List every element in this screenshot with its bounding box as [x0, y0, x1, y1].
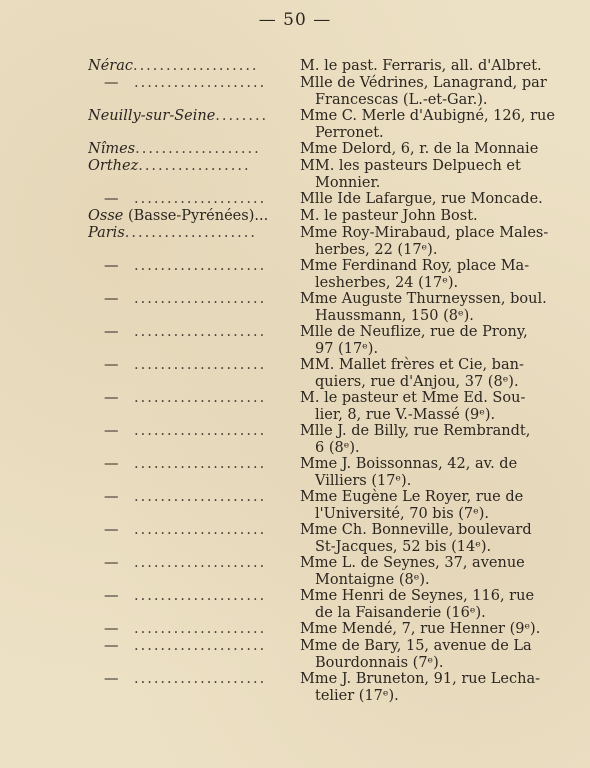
location-name: Neuilly-sur-Seine	[88, 108, 216, 124]
address-continuation: Montaigne (8ᵉ).	[315, 571, 430, 588]
ditto-dash: —	[104, 390, 119, 406]
address-line: Mme Ch. Bonneville, boulevard	[300, 522, 532, 538]
address-continuation: Haussmann, 150 (8ᵉ).	[315, 307, 474, 324]
ditto-dash: —	[104, 522, 119, 538]
address-text	[300, 75, 562, 108]
address-continuation: Villiers (17ᵉ).	[315, 472, 412, 489]
ditto-dash: —	[104, 423, 119, 439]
ditto-dash: —	[104, 456, 119, 472]
list-item	[0, 423, 590, 456]
location-label	[88, 141, 288, 158]
address-line: M. le past. Ferraris, all. d'Albret.	[300, 58, 542, 74]
address-line: Mlle Ide Lafargue, rue Moncade.	[300, 191, 543, 207]
address-line: Mlle de Neuflize, rue de Prony,	[300, 324, 528, 340]
address-text	[300, 324, 562, 357]
location-name: Nérac	[88, 58, 133, 74]
ditto-dash: —	[104, 671, 119, 687]
address-line: MM. Mallet frères et Cie, ban-	[300, 357, 524, 373]
list-item	[0, 390, 590, 423]
ditto-dash: —	[104, 588, 119, 604]
list-item	[0, 638, 590, 671]
address-text	[300, 638, 562, 671]
list-item	[0, 208, 590, 225]
location-label	[88, 225, 288, 242]
location-label	[88, 588, 288, 605]
location-label	[88, 258, 288, 275]
address-line: MM. les pasteurs Delpuech et	[300, 158, 521, 174]
page-number: — 50 —	[258, 10, 332, 30]
address-text	[300, 357, 562, 390]
leader-dots: ....................	[134, 456, 267, 472]
location-label	[88, 324, 288, 341]
address-text	[300, 58, 562, 75]
location-suffix: (Basse-Pyrénées)...	[127, 208, 269, 224]
address-line: Mme Ferdinand Roy, place Ma-	[300, 258, 530, 274]
location-label	[88, 357, 288, 374]
list-item	[0, 357, 590, 390]
ditto-dash: —	[104, 621, 119, 637]
leader-dots: ....................	[134, 324, 267, 340]
list-item	[0, 588, 590, 621]
location-label	[88, 291, 288, 308]
leader-dots: ....................	[134, 357, 267, 373]
location-label	[88, 158, 288, 175]
location-label	[88, 58, 288, 75]
address-continuation: Bourdonnais (7ᵉ).	[315, 654, 444, 671]
list-item	[0, 489, 590, 522]
ditto-dash: —	[104, 258, 119, 274]
ditto-dash: —	[104, 191, 119, 207]
ditto-dash: —	[104, 489, 119, 505]
address-continuation: quiers, rue d'Anjou, 37 (8ᵉ).	[315, 373, 519, 390]
leader-dots: ....................	[134, 555, 267, 571]
ditto-dash: —	[104, 75, 119, 91]
address-text	[300, 423, 562, 456]
leader-dots: ....................	[134, 489, 267, 505]
location-label	[88, 390, 288, 407]
address-continuation: lier, 8, rue V.-Massé (9ᵉ).	[315, 406, 496, 423]
list-item	[0, 671, 590, 704]
address-text	[300, 390, 562, 423]
leader-dots: ....................	[134, 638, 267, 654]
address-text	[300, 108, 562, 141]
address-line: Mme Delord, 6, r. de la Monnaie	[300, 141, 539, 157]
location-label	[88, 423, 288, 440]
address-line: M. le pasteur John Bost.	[300, 208, 478, 224]
list-item	[0, 191, 590, 208]
leader-dots: .................	[138, 158, 251, 174]
address-line: Mme J. Boissonnas, 42, av. de	[300, 456, 518, 472]
location-label	[88, 75, 288, 92]
leader-dots: ...................	[132, 58, 259, 74]
location-label	[88, 671, 288, 688]
address-list	[0, 58, 590, 704]
address-continuation: 97 (17ᵉ).	[315, 340, 379, 357]
location-label	[88, 555, 288, 572]
address-continuation: herbes, 22 (17ᵉ).	[315, 241, 438, 258]
list-item	[0, 58, 590, 75]
list-item	[0, 75, 590, 108]
address-text	[300, 621, 562, 638]
ditto-dash: —	[104, 324, 119, 340]
address-line: Mme Eugène Le Royer, rue de	[300, 489, 524, 505]
location-name: Paris	[88, 225, 125, 241]
leader-dots: ....................	[124, 225, 257, 241]
list-item	[0, 141, 590, 158]
address-continuation: telier (17ᵉ).	[315, 687, 399, 704]
address-continuation: lesherbes, 24 (17ᵉ).	[315, 274, 459, 291]
leader-dots: ....................	[134, 291, 267, 307]
location-label	[88, 108, 288, 125]
address-line: Mlle J. de Billy, rue Rembrandt,	[300, 423, 531, 439]
location-label	[88, 638, 288, 655]
list-item	[0, 324, 590, 357]
address-line: Mme Henri de Seynes, 116, rue	[300, 588, 535, 604]
address-text	[300, 191, 562, 208]
list-item	[0, 456, 590, 489]
address-continuation: Perronet.	[315, 124, 384, 141]
leader-dots: ....................	[134, 390, 267, 406]
address-text	[300, 158, 562, 191]
list-item	[0, 522, 590, 555]
address-line: Mme de Bary, 15, avenue de La	[300, 638, 532, 654]
address-text	[300, 208, 562, 225]
address-line: M. le pasteur et Mme Ed. Sou-	[300, 390, 526, 406]
address-continuation: l'Université, 70 bis (7ᵉ).	[315, 505, 490, 522]
leader-dots: ....................	[134, 191, 267, 207]
address-continuation: Francescas (L.-et-Gar.).	[315, 91, 488, 108]
address-text	[300, 522, 562, 555]
leader-dots: ........	[215, 108, 269, 124]
address-line: Mme Roy-Mirabaud, place Males-	[300, 225, 549, 241]
address-text	[300, 588, 562, 621]
address-text	[300, 291, 562, 324]
leader-dots: ....................	[134, 423, 267, 439]
list-item	[0, 108, 590, 141]
location-label	[88, 191, 288, 208]
address-line: Mme C. Merle d'Aubigné, 126, rue	[300, 108, 555, 124]
address-text	[300, 141, 562, 158]
list-item	[0, 225, 590, 258]
address-text	[300, 456, 562, 489]
location-label	[88, 489, 288, 506]
list-item	[0, 555, 590, 588]
ditto-dash: —	[104, 291, 119, 307]
list-item	[0, 291, 590, 324]
address-text	[300, 555, 562, 588]
list-item	[0, 621, 590, 638]
address-text	[300, 489, 562, 522]
address-line: Mme Mendé, 7, rue Henner (9ᵉ).	[300, 621, 541, 637]
address-text	[300, 225, 562, 258]
address-continuation: 6 (8ᵉ).	[315, 439, 360, 456]
leader-dots: ...................	[135, 141, 261, 157]
leader-dots: ....................	[134, 621, 267, 637]
list-item	[0, 158, 590, 191]
location-name: Osse	[88, 208, 128, 224]
location-label	[88, 522, 288, 539]
leader-dots: ....................	[134, 671, 267, 687]
ditto-dash: —	[104, 638, 119, 654]
address-continuation: St-Jacques, 52 bis (14ᵉ).	[315, 538, 492, 555]
location-label	[88, 208, 288, 225]
ditto-dash: —	[104, 555, 119, 571]
location-name: Nîmes	[88, 141, 136, 157]
location-name: Orthez	[88, 158, 139, 174]
address-line: Mme J. Bruneton, 91, rue Lecha-	[300, 671, 540, 687]
address-text	[300, 671, 562, 704]
address-continuation: Monnier.	[315, 174, 381, 191]
address-line: Mme Auguste Thurneyssen, boul.	[300, 291, 547, 307]
address-continuation: de la Faisanderie (16ᵉ).	[315, 604, 486, 621]
address-text	[300, 258, 562, 291]
address-line: Mme L. de Seynes, 37, avenue	[300, 555, 525, 571]
leader-dots: ....................	[134, 75, 267, 91]
leader-dots: ....................	[134, 588, 267, 604]
leader-dots: ....................	[134, 258, 267, 274]
leader-dots: ....................	[134, 522, 267, 538]
list-item	[0, 258, 590, 291]
location-label	[88, 621, 288, 638]
ditto-dash: —	[104, 357, 119, 373]
address-line: Mlle de Védrines, Lanagrand, par	[300, 75, 547, 91]
location-label	[88, 456, 288, 473]
